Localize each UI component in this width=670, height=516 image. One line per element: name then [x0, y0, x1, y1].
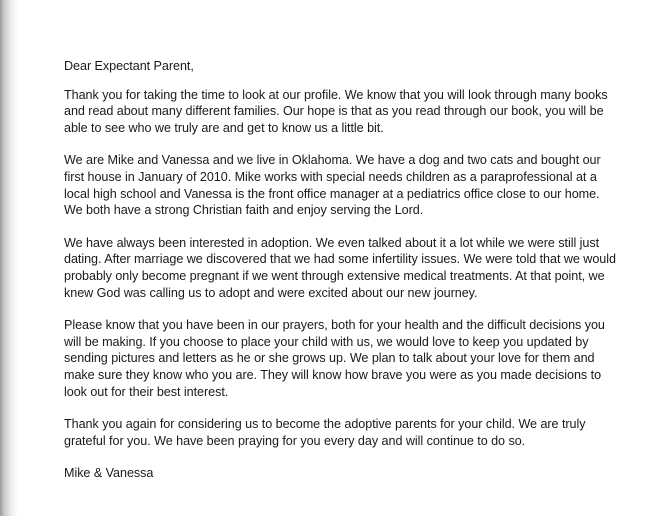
letter-signature: Mike & Vanessa — [64, 466, 154, 481]
paragraph-line: and read about many different families. Our hope is that as you read through our book, you will be — [64, 104, 604, 119]
paragraph-line: sending pictures and letters as he or she grows up. We plan to talk about your love for them and — [64, 351, 595, 366]
paragraph-line: Thank you again for considering us to become the adoptive parents for your child. We are truly — [64, 417, 586, 432]
paragraph-line: make sure they know who you are. They will know how brave you were as you made decisions to — [64, 367, 602, 382]
paragraph-about-us — [64, 152, 668, 218]
paragraph-line: will be making. If you choose to place your child with us, we would love to keep you updated by — [64, 334, 589, 349]
paragraph-line: look out for their best interest. — [64, 384, 229, 399]
paragraph-prayers — [64, 317, 668, 400]
paragraph-line: dating. After marriage we discovered that we had some infertility issues. We were told that we would — [64, 252, 616, 267]
page-edge-shadow — [0, 0, 18, 516]
paragraph-line: grateful for you. We have been praying for you every day and will continue to do so. — [64, 433, 526, 448]
paragraph-line: We both have a strong Christian faith and enjoy serving the Lord. — [64, 203, 424, 218]
letter-salutation: Dear Expectant Parent, — [64, 59, 194, 73]
paragraph-line: Thank you for taking the time to look at our profile. We know that you will look through many books — [64, 87, 608, 102]
paragraph-line: knew God was calling us to adopt and were excited about our new journey. — [64, 285, 478, 300]
letter-body — [64, 58, 668, 482]
paragraph-line: able to see who we truly are and get to know us a little bit. — [64, 120, 384, 135]
paragraph-line: We have always been interested in adoption. We even talked about it a lot while we were still just — [64, 235, 600, 250]
paragraph-line: Please know that you have been in our prayers, both for your health and the difficult decisions you — [64, 318, 605, 333]
paragraph-thank-you — [64, 416, 668, 449]
paragraph-line: We are Mike and Vanessa and we live in Oklahoma. We have a dog and two cats and bought our — [64, 153, 601, 168]
paragraph-profile-intro — [64, 87, 668, 137]
paragraph-line: local high school and Vanessa is the front office manager at a pediatrics office close to our home. — [64, 186, 600, 201]
paragraph-line: probably only become pregnant if we went through extensive medical treatments. At that point, we — [64, 268, 605, 283]
paragraph-line: first house in January of 2010. Mike works with special needs children as a paraprofessional at a — [64, 169, 597, 184]
paragraph-adoption-journey — [64, 235, 668, 301]
